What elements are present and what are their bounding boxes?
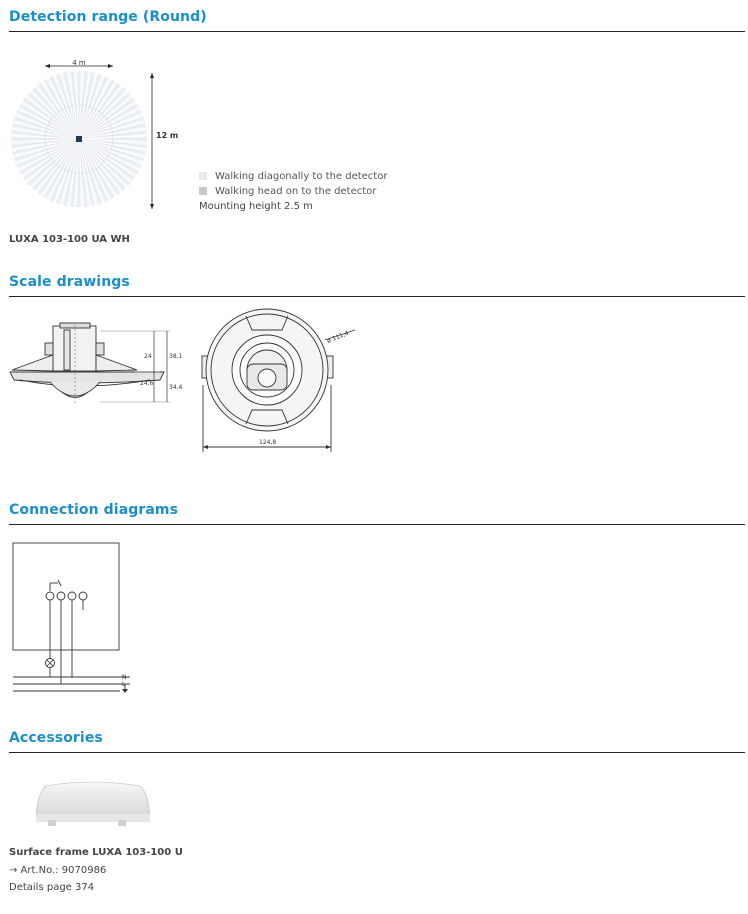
legend-item-diagonal: Walking diagonally to the detector (199, 171, 387, 182)
product-name: LUXA 103-100 UA WH (9, 234, 130, 245)
section-title-detection: Detection range (Round) (9, 9, 207, 25)
label-n: N (122, 674, 127, 681)
section-title-accessories: Accessories (9, 730, 103, 746)
dimension-24-6: 24,6 (140, 380, 154, 387)
accessory-art-no: → Art.No.: 9070986 (9, 865, 107, 876)
mounting-height: Mounting height 2.5 m (199, 201, 313, 212)
accessory-details: Details page 374 (9, 882, 95, 893)
height-dimension-label: 12 m (156, 131, 179, 140)
accessory-name: Surface frame LUXA 103-100 U (9, 847, 183, 858)
dimension-24: 24 (144, 353, 152, 360)
dimension-width: 124,8 (259, 439, 277, 446)
legend-item-head-on: Walking head on to the detector (199, 186, 376, 197)
label-l: L (122, 681, 126, 688)
dimension-34-4: 34,4 (169, 384, 183, 391)
section-title-connection: Connection diagrams (9, 502, 179, 518)
dimension-38-1: 38,1 (169, 353, 183, 360)
width-dimension-label: 4 m (72, 59, 86, 67)
dimension-diameter: ø 111,4 (326, 329, 350, 345)
section-title-scale: Scale drawings (9, 274, 130, 290)
